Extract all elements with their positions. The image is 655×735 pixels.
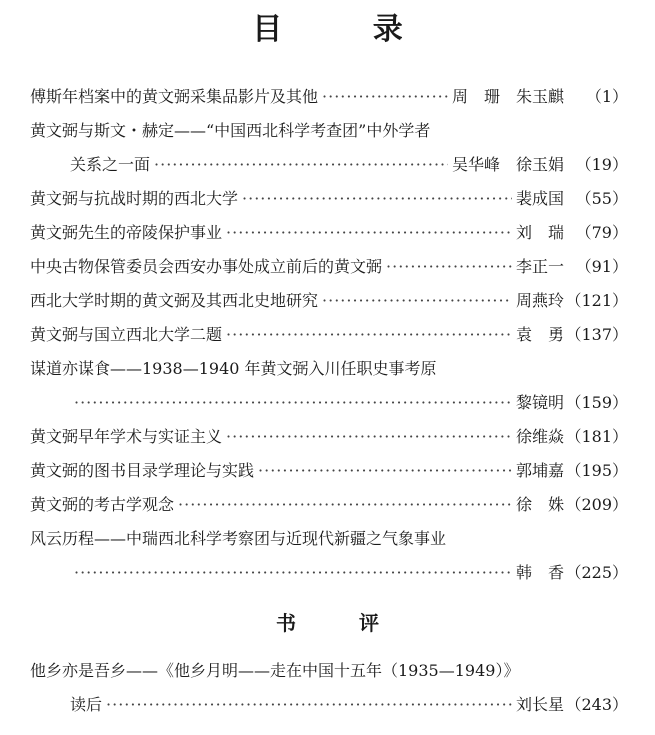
leader-dots xyxy=(106,688,512,722)
toc-entry-author: 裴成国 xyxy=(515,189,564,208)
toc-entry-page: （19） xyxy=(575,155,628,174)
toc-entry[interactable] xyxy=(30,420,628,454)
toc-entry-page: （79） xyxy=(575,223,628,242)
toc-entry[interactable] xyxy=(30,318,628,352)
leader-dots xyxy=(226,318,512,352)
leader-dots xyxy=(258,454,512,488)
toc-list xyxy=(30,80,628,590)
toc-entry-author: 韩 香 xyxy=(515,563,564,582)
toc-entry-page: （225） xyxy=(565,563,628,582)
toc-entry[interactable] xyxy=(30,454,628,488)
toc-entry-title-line1[interactable]: 风云历程——中瑞西北科学考察团与近现代新疆之气象事业 xyxy=(30,529,447,548)
toc-entry-author: 袁 勇 xyxy=(515,325,564,344)
review-entry-author: 刘长星 xyxy=(515,695,564,714)
toc-entry-title: 傅斯年档案中的黄文弼采集品影片及其他 xyxy=(30,87,319,106)
toc-entry[interactable] xyxy=(30,216,628,250)
page-title: 目 录 xyxy=(252,12,443,47)
toc-entry-author: 徐 姝 xyxy=(515,495,564,514)
toc-entry-page: （137） xyxy=(565,325,628,344)
toc-entry-title: 黄文弼的图书目录学理论与实践 xyxy=(30,461,255,480)
review-entry-page: （243） xyxy=(565,695,628,714)
toc-entry-page: （181） xyxy=(565,427,628,446)
toc-entry-title: 黄文弼的考古学观念 xyxy=(30,495,175,514)
toc-entry-page: （1） xyxy=(585,87,628,106)
leader-dots xyxy=(226,420,512,454)
leader-dots xyxy=(178,488,512,522)
toc-entry[interactable] xyxy=(30,148,628,182)
toc-entry-author: 周 珊 朱玉麒 xyxy=(451,87,564,106)
leader-dots xyxy=(74,556,512,590)
review-entry-title: 读后 xyxy=(70,695,103,714)
toc-entry-title: 黄文弼与国立西北大学二题 xyxy=(30,325,223,344)
toc-entry-author: 李正一 xyxy=(515,257,564,276)
toc-entry-author: 周燕玲 xyxy=(515,291,564,310)
leader-dots xyxy=(226,216,512,250)
toc-entry[interactable] xyxy=(30,80,628,114)
toc-entry-author: 刘 瑞 xyxy=(515,223,564,242)
leader-dots xyxy=(74,386,512,420)
toc-entry-title: 黄文弼与抗战时期的西北大学 xyxy=(30,189,239,208)
toc-entry-title: 西北大学时期的黄文弼及其西北史地研究 xyxy=(30,291,319,310)
leader-dots xyxy=(242,182,512,216)
toc-entry[interactable] xyxy=(30,284,628,318)
section-title: 书 评 xyxy=(276,611,407,635)
toc-entry-title: 中央古物保管委员会西安办事处成立前后的黄文弼 xyxy=(30,257,383,276)
toc-entry-title: 黄文弼先生的帝陵保护事业 xyxy=(30,223,223,242)
toc-entry-page: （121） xyxy=(565,291,628,310)
toc-entry-page: （55） xyxy=(575,189,628,208)
toc-entry[interactable] xyxy=(30,556,628,590)
toc-entry[interactable] xyxy=(30,386,628,420)
toc-entry-title: 关系之一面 xyxy=(70,155,151,174)
toc-entry-page: （195） xyxy=(565,461,628,480)
toc-entry-page: （159） xyxy=(565,393,628,412)
leader-dots xyxy=(322,284,512,318)
leader-dots xyxy=(322,80,448,114)
toc-entry-title: 黄文弼早年学术与实证主义 xyxy=(30,427,223,446)
toc-entry[interactable] xyxy=(30,488,628,522)
toc-entry[interactable] xyxy=(30,250,628,284)
toc-entry-author: 徐维焱 xyxy=(515,427,564,446)
leader-dots xyxy=(154,148,448,182)
toc-entry-title-line1[interactable]: 谋道亦谋食——1938—1940 年黄文弼入川任职史事考原 xyxy=(30,359,437,378)
toc-entry-page: （91） xyxy=(575,257,628,276)
review-entry[interactable] xyxy=(30,688,628,722)
toc-entry-author: 吴华峰 徐玉娟 xyxy=(451,155,564,174)
toc-entry-title-line1[interactable]: 黄文弼与斯文・赫定——“中国西北科学考查团”中外学者 xyxy=(30,121,431,140)
leader-dots xyxy=(386,250,512,284)
toc-entry-page: （209） xyxy=(565,495,628,514)
toc-entry[interactable] xyxy=(30,182,628,216)
review-entry-title-line1[interactable]: 他乡亦是吾乡——《他乡月明——走在中国十五年（1935—1949）》 xyxy=(30,661,520,680)
review-list xyxy=(30,654,628,722)
toc-entry-author: 黎镜明 xyxy=(515,393,564,412)
toc-entry-author: 郭埔嘉 xyxy=(515,461,564,480)
